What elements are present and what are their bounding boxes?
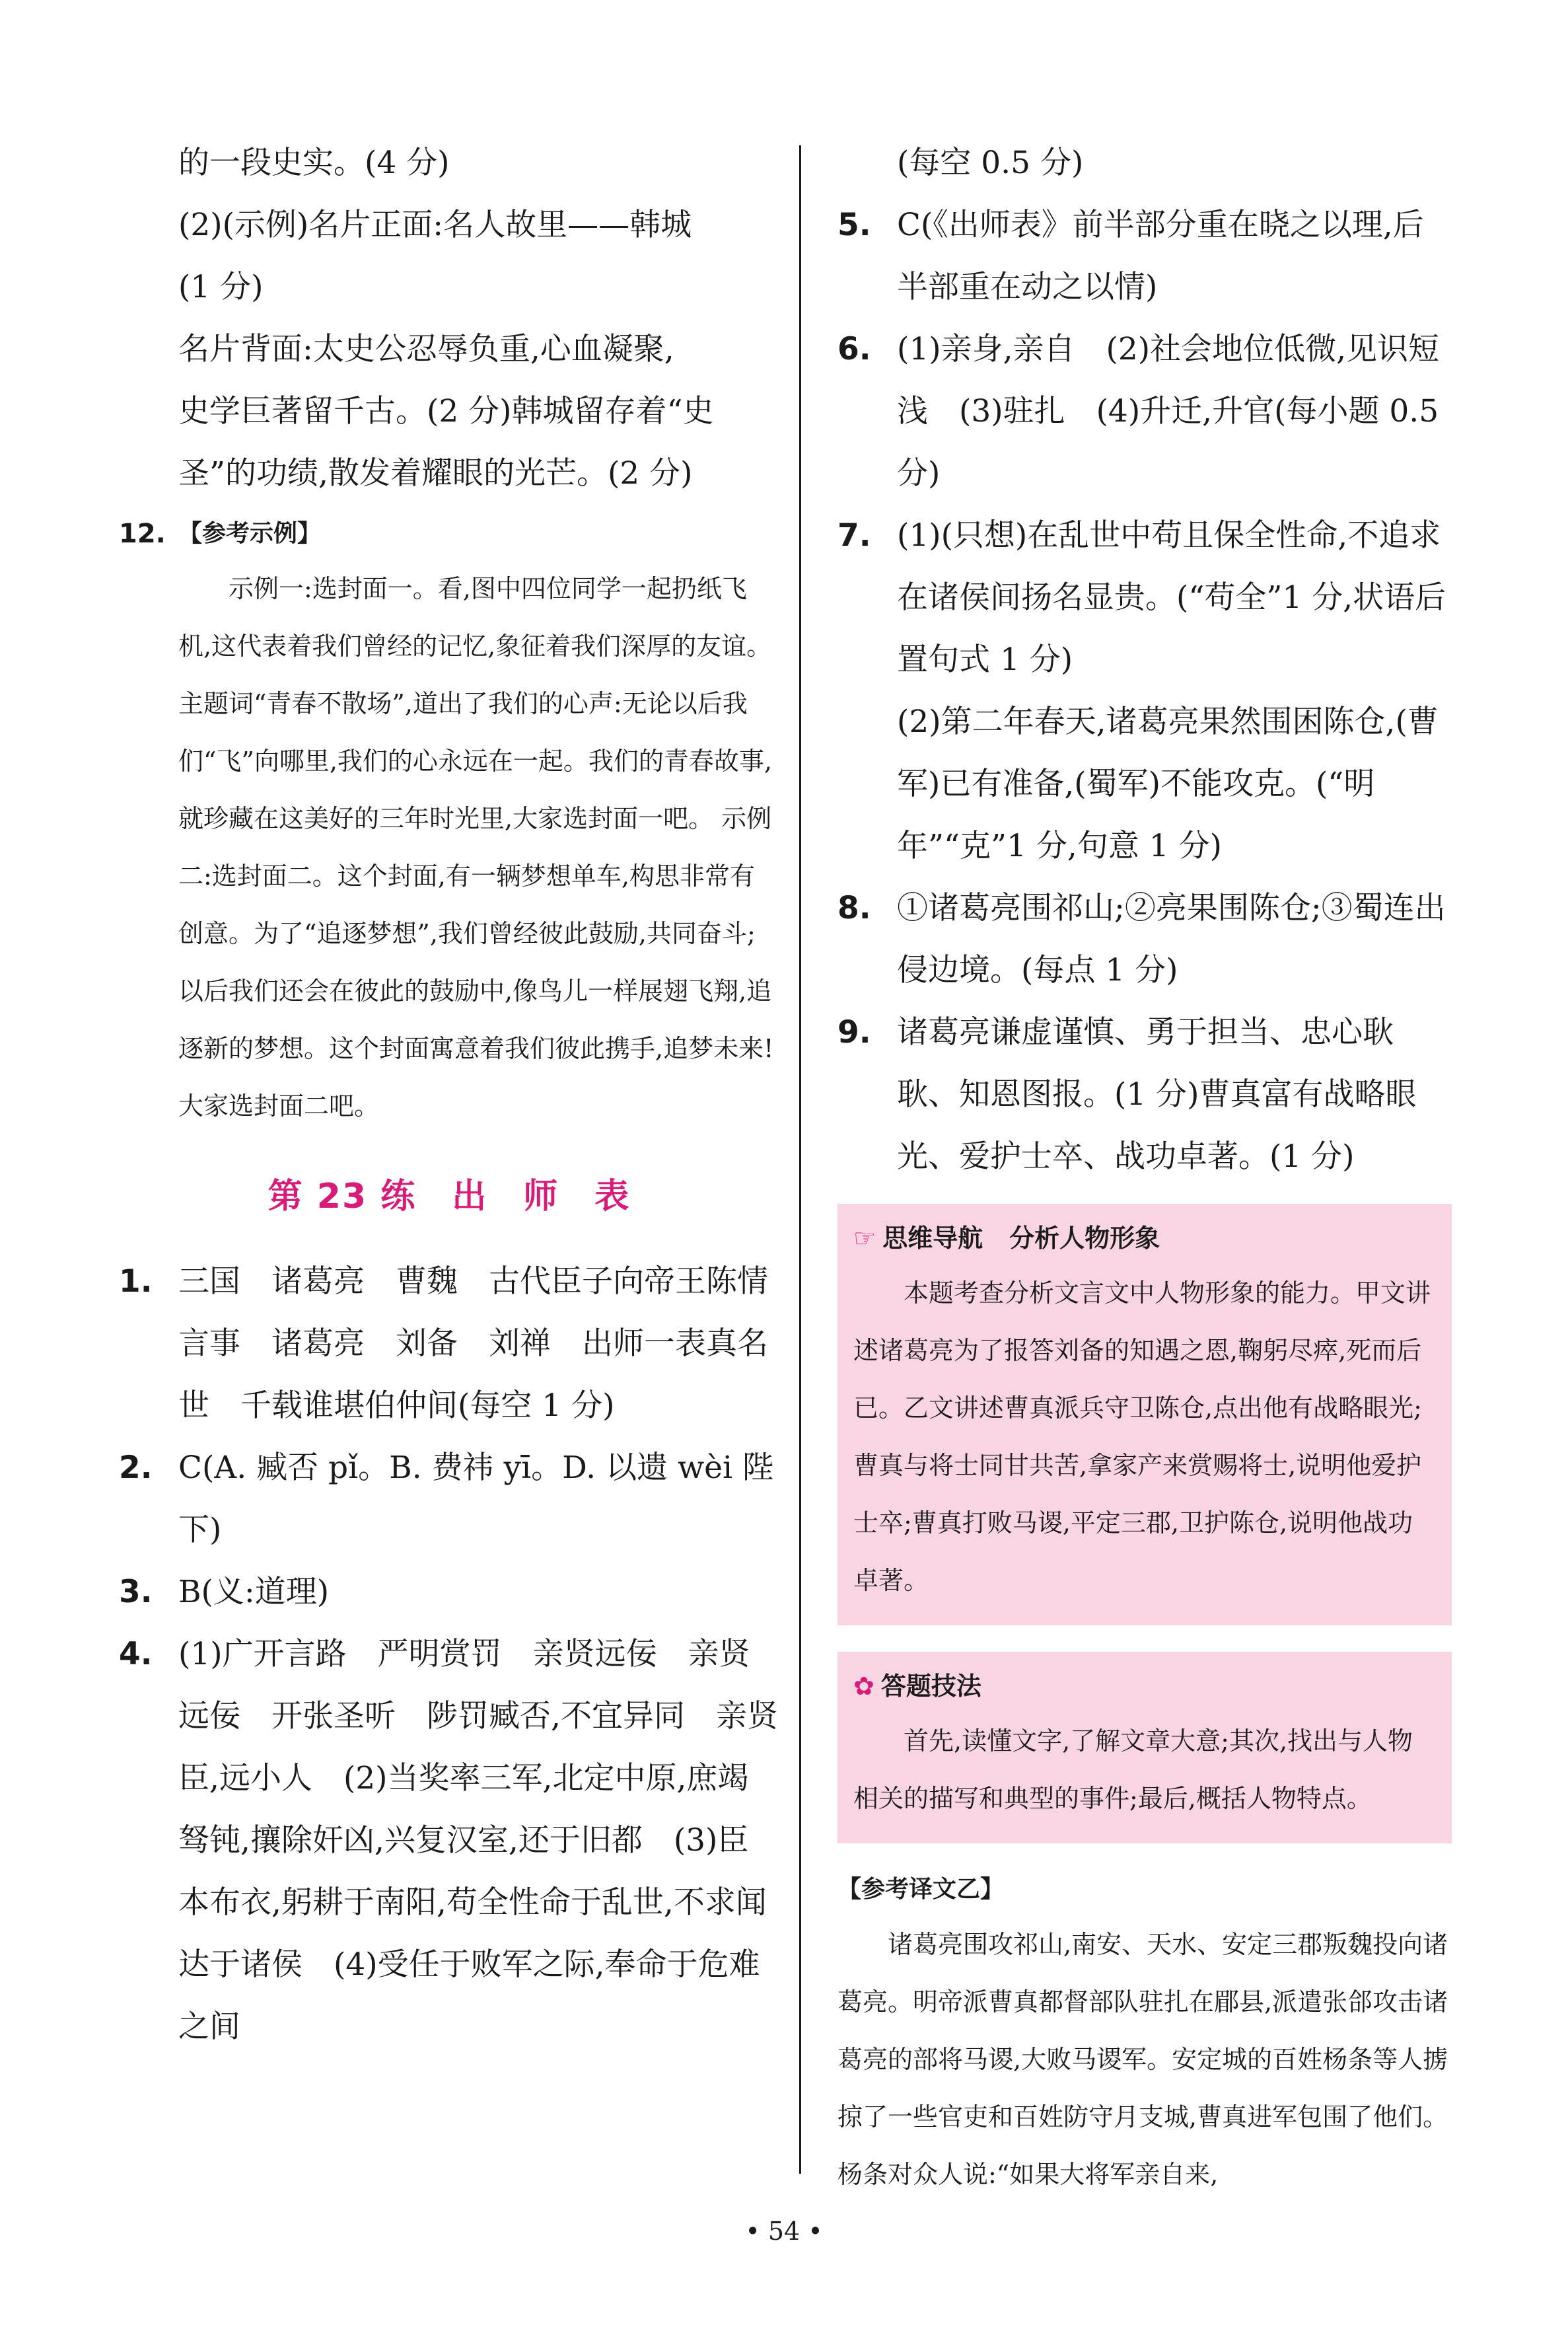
text-line: 名片背面:太史公忍辱负重,心血凝聚, xyxy=(178,331,674,367)
answer-text: (2)第二年春天,诸葛亮果然围困陈仓,(曹军)已有准备,(蜀军)不能攻克。(“明年”“克”1 分,句意 1 分) xyxy=(897,704,1439,864)
translation-section xyxy=(837,1863,1452,2203)
answer-text: B(义:道理) xyxy=(178,1574,330,1610)
question-number: 5. xyxy=(837,207,871,243)
box-header xyxy=(853,1660,1436,1713)
translation-tag: 【参考译文乙】 xyxy=(837,1876,1005,1903)
question-number: 6. xyxy=(837,331,871,367)
answer-technique-box xyxy=(837,1652,1452,1843)
box-body: 本题考查分析文言文中人物形象的能力。甲文讲述诸葛亮为了报答刘备的知遇之恩,鞠躬尽瘁,死而后已。乙文讲述曹真派兵守卫陈仓,点出他有战略眼光;曹真与将士同甘共苦,拿家产来赏赐将士,说明他爱护士卒;曹真打败马谡,平定三郡,卫护陈仓,说明他战功卓著。 xyxy=(853,1278,1431,1595)
question-12 xyxy=(119,507,779,1135)
question-number: 1. xyxy=(119,1263,153,1300)
question-number: 9. xyxy=(837,1014,871,1051)
q11-continuation xyxy=(119,132,779,505)
question-9 xyxy=(837,1002,1452,1188)
section-title: 第 23 练 出 师 表 xyxy=(267,1177,631,1216)
question-8 xyxy=(837,877,1452,1002)
question-6 xyxy=(837,318,1452,505)
question-3 xyxy=(119,1561,779,1623)
box-subtitle: 分析人物形象 xyxy=(1009,1224,1160,1253)
q4-continuation: (每空 0.5 分) xyxy=(897,145,1084,181)
question-number: 7. xyxy=(837,517,871,554)
flower-icon: ✿ xyxy=(853,1672,874,1701)
question-2 xyxy=(119,1437,779,1561)
column-divider xyxy=(799,145,801,2174)
question-number: 12. xyxy=(119,519,166,549)
question-5 xyxy=(837,194,1452,318)
question-number: 8. xyxy=(837,890,871,926)
right-column xyxy=(837,132,1452,2203)
box-title: 答题技法 xyxy=(880,1672,981,1701)
question-1 xyxy=(119,1251,779,1437)
question-7 xyxy=(837,505,1452,877)
question-number: 3. xyxy=(119,1574,153,1610)
sample-answer-text: 示例一:选封面一。看,图中四位同学一起扔纸飞机,这代表着我们曾经的记忆,象征着我们深厚的友谊。主题词“青春不散场”,道出了我们的心声:无论以后我们“飞”向哪里,我们的心永远在一起。我们的青春故事,就珍藏在这美好的三年时光里,大家选封面一吧。 示例二:选封面二。这个封面,有一辆梦想单车,构思非常有创意。为了“追逐梦想”,我们曾经彼此鼓励,共同奋斗;以后我们还会在彼此的鼓励中,像鸟儿一样展翅飞翔,追逐新的梦想。这个封面寓意着我们彼此携手,追梦未来!大家选封面二吧。 xyxy=(178,574,774,1121)
answer-text: (1)(只想)在乱世中苟且保全性命,不追求在诸侯间扬名显贵。(“苟全”1 分,状语后置句式 1 分) xyxy=(897,517,1446,678)
question-number: 4. xyxy=(119,1636,153,1672)
left-column xyxy=(119,132,779,2058)
answer-text: C(A. 臧否 pǐ。B. 费祎 yī。D. 以遗 wèi 陛下) xyxy=(178,1450,773,1548)
box-body: 首先,读懂文字,了解文章大意;其次,找出与人物相关的描写和典型的事件;最后,概括人物特点。 xyxy=(853,1726,1413,1813)
question-number: 2. xyxy=(119,1450,153,1486)
answer-tag: 【参考示例】 xyxy=(178,520,322,547)
translation-text: 诸葛亮围攻祁山,南安、天水、安定三郡叛魏投向诸葛亮。明帝派曹真都督部队驻扎在郿县,派遣张郃攻击诸葛亮的部将马谡,大败马谡军。安定城的百姓杨条等人掳掠了一些官吏和百姓防守月支城,曹真进军包围了他们。杨条对众人说:“如果大将军亲自来, xyxy=(837,1930,1448,2189)
text-line: 圣”的功绩,散发着耀眼的光芒。(2 分) xyxy=(178,455,693,492)
page-number: • 54 • xyxy=(745,2217,823,2246)
text-line: (2)(示例)名片正面:名人故里——韩城 xyxy=(178,207,692,243)
question-4 xyxy=(119,1623,779,2058)
box-title: 思维导航 xyxy=(882,1224,983,1253)
box-header xyxy=(853,1212,1436,1265)
text-line: (1 分) xyxy=(178,269,264,305)
thumbs-up-icon: ☞ xyxy=(853,1224,876,1253)
text-line: 的一段史实。(4 分) xyxy=(178,145,450,181)
answer-text: (1)亲身,亲自 (2)社会地位低微,见识短浅 (3)驻扎 (4)升迁,升官(每小题 0.5 分) xyxy=(897,331,1440,492)
text-line: 史学巨著留千古。(2 分)韩城留存着“史 xyxy=(178,393,714,429)
answer-text: (1)广开言路 严明赏罚 亲贤远佞 亲贤远佞 开张圣听 陟罚臧否,不宜异同 亲贤臣,远小人 (2)当奖率三军,北定中原,庶竭驽钝,攘除奸凶,兴复汉室,还于旧都 (3)臣本布衣,躬耕于南阳,苟全性命于乱世,不求闻达于诸侯 (4)受任于败军之际,奉命于危难之间 xyxy=(178,1636,778,2045)
answer-text: C(《出师表》前半部分重在晓之以理,后半部重在动之以情) xyxy=(897,207,1424,305)
thinking-guide-box xyxy=(837,1204,1452,1625)
answer-text: 诸葛亮谦虚谨慎、勇于担当、忠心耿耿、知恩图报。(1 分)曹真富有战略眼光、爱护士卒、战功卓著。(1 分) xyxy=(897,1014,1417,1175)
answer-text: 三国 诸葛亮 曹魏 古代臣子向帝王陈情言事 诸葛亮 刘备 刘禅 出师一表真名世 千载谁堪伯仲间(每空 1 分) xyxy=(178,1263,768,1424)
answer-text: ①诸葛亮围祁山;②亮果围陈仓;③蜀连出侵边境。(每点 1 分) xyxy=(897,890,1446,988)
